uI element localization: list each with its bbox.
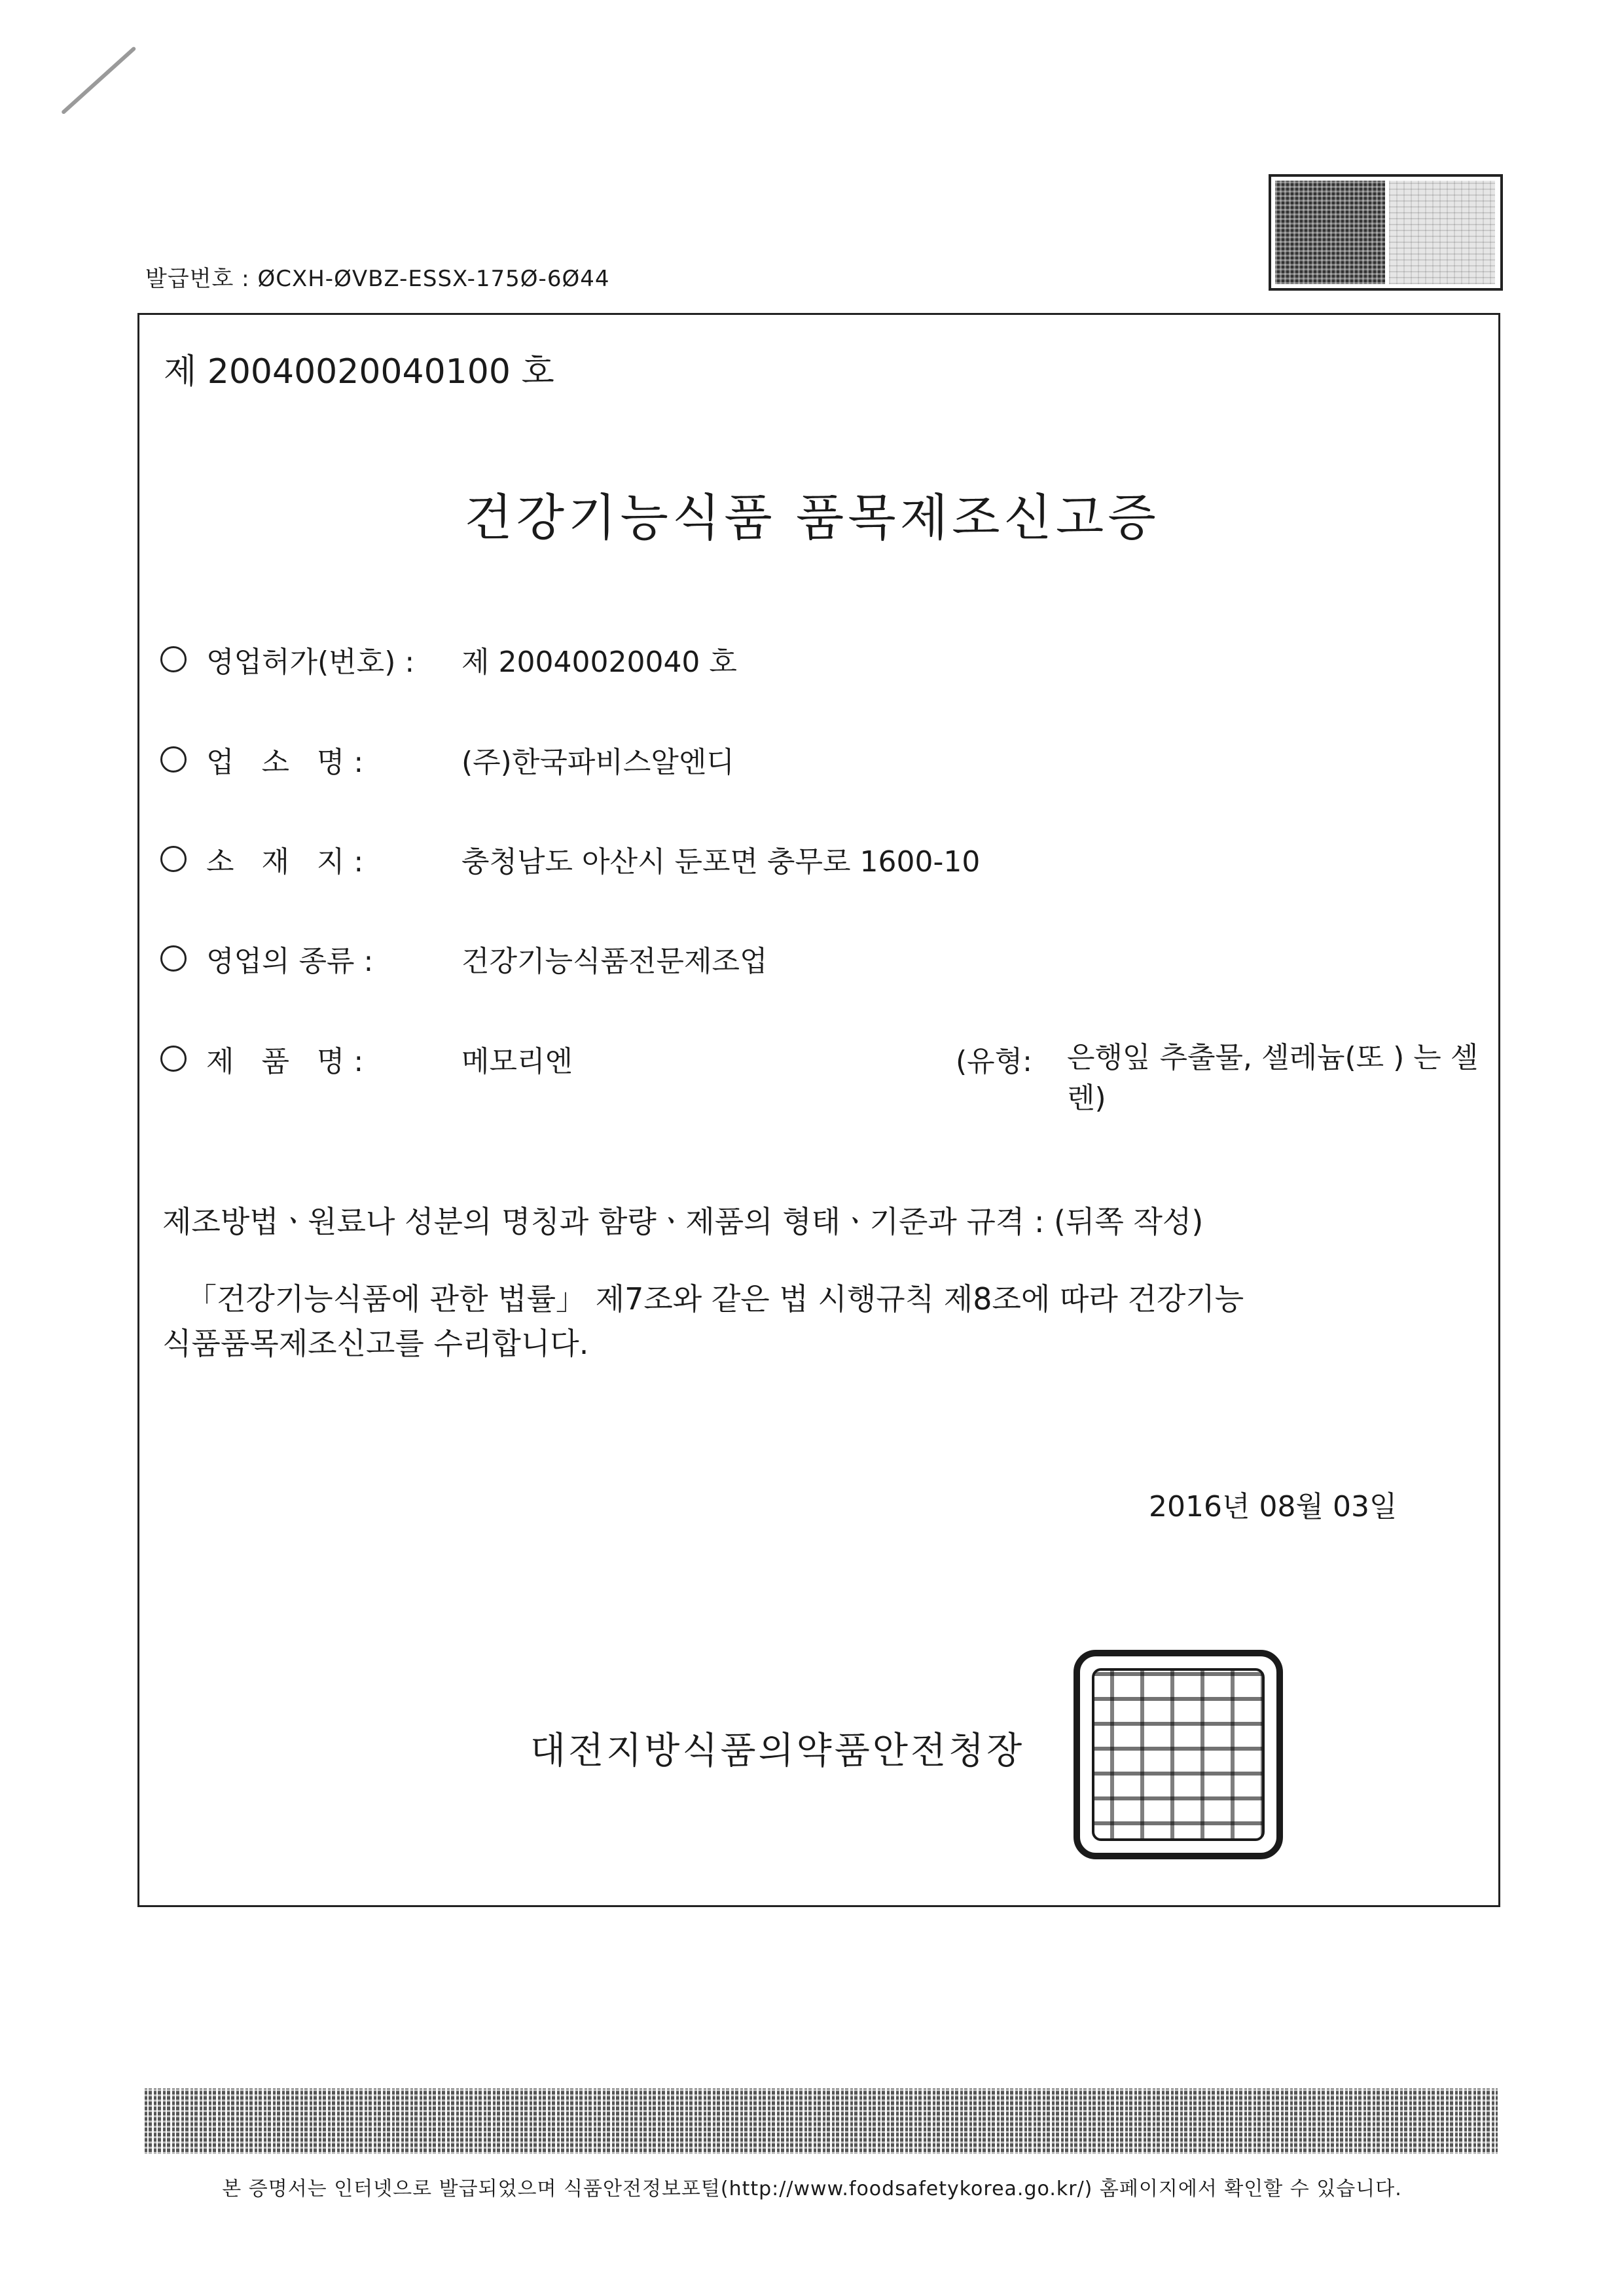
issuing-authority: 대전지방식품의약품안전청장 xyxy=(530,1730,1025,1772)
field-value-product-name: 메모리엔 xyxy=(461,1045,573,1078)
certificate-number: 제 20040020040100 호 xyxy=(164,352,554,392)
security-barcode xyxy=(143,2088,1498,2154)
field-label-business-type: 영업의 종류 : xyxy=(160,938,373,979)
field-value-business-type: 건강기능식품전문제조업 xyxy=(461,945,768,978)
circle-bullet-icon xyxy=(160,846,187,872)
qr-pattern xyxy=(1389,181,1495,284)
manufacturing-note: 제조방법ㆍ원료나 성분의 명칭과 함량ㆍ제품의 형태ㆍ기준과 규격 : (뒤쪽 작성) xyxy=(162,1204,1204,1239)
legal-statement-line2: 식품품목제조신고를 수리합니다. xyxy=(162,1326,589,1361)
circle-bullet-icon xyxy=(160,646,187,672)
field-label-product-name: 제 품 명 : xyxy=(160,1038,363,1080)
circle-bullet-icon xyxy=(160,945,187,972)
legal-statement-line1: 「건강기능식품에 관한 법률」 제7조와 같은 법 시행규칙 제8조에 따라 건강기능 xyxy=(187,1281,1244,1317)
circle-bullet-icon xyxy=(160,1046,187,1072)
field-value-address: 충청남도 아산시 둔포면 충무로 1600-10 xyxy=(461,845,981,879)
official-seal-icon xyxy=(1074,1650,1283,1859)
footer-notice: 본 증명서는 인터넷으로 발급되었으며 식품안전정보포털(http://www.foodsafetykorea.go.kr/) 홈페이지에서 확인할 수 있습니다. xyxy=(222,2178,1402,2200)
issue-date: 2016년 08월 03일 xyxy=(1149,1490,1398,1523)
issue-number: 발급번호 : ØCXH-ØVBZ-ESSX-175Ø-6Ø44 xyxy=(145,266,610,292)
staple-mark xyxy=(61,46,136,115)
seal-pattern xyxy=(1092,1668,1265,1841)
qr-code-icon xyxy=(1275,181,1385,284)
product-type-label: (유형: xyxy=(956,1045,1032,1078)
verification-code xyxy=(1269,174,1503,291)
field-value-business-license: 제 20040020040 호 xyxy=(461,646,737,679)
field-label-address: 소 재 지 : xyxy=(160,838,363,880)
field-value-business-name: (주)한국파비스알엔디 xyxy=(461,746,734,779)
field-label-business-name: 업 소 명 : xyxy=(160,738,363,780)
certificate-title: 건강기능식품 품목제조신고증 xyxy=(464,488,1160,547)
circle-bullet-icon xyxy=(160,746,187,773)
product-type-value: 은행잎 추출물, 셀레늄(또 ) 는 셀렌) xyxy=(1067,1041,1479,1115)
field-label-business-license: 영업허가(번호) : xyxy=(160,638,414,680)
